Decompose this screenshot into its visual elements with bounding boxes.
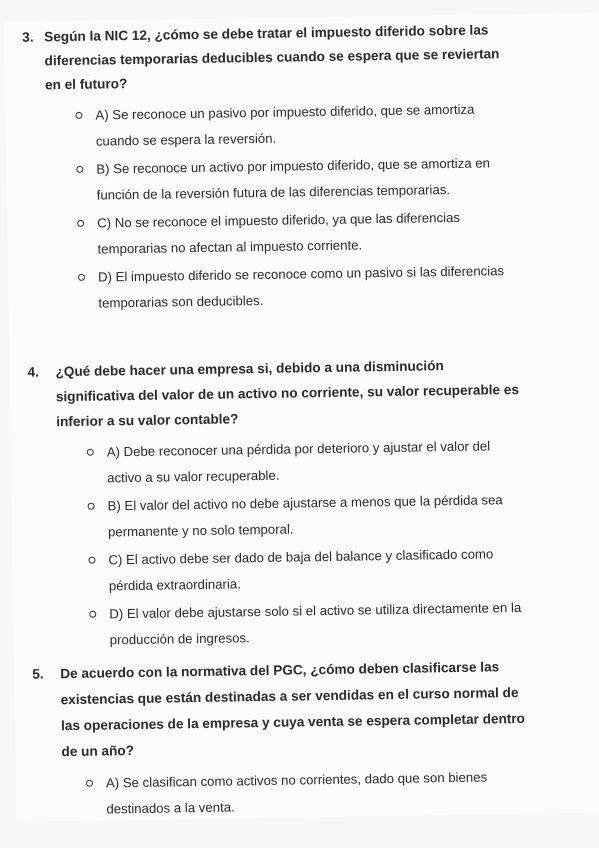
question-3-line-2: diferencias temporarias deducibles cuando se espera que se reviertan xyxy=(44,46,500,69)
radio-bullet-icon[interactable] xyxy=(78,274,85,281)
option-3d[interactable] xyxy=(26,257,592,318)
option-4a-line-1: A) Debe reconocer una pérdida por deterioro y ajustar el valor del xyxy=(106,438,491,460)
option-4d-line-2: producción de ingresos. xyxy=(109,630,250,648)
option-4d[interactable] xyxy=(31,594,597,655)
question-5-line-4: de un año? xyxy=(61,743,135,760)
question-4-line-1: 4. ¿Qué debe hacer una empresa si, debido a una disminución xyxy=(27,351,592,385)
radio-bullet-icon[interactable] xyxy=(88,557,95,564)
option-5a-line-1: A) Se clasifican como activos no corrientes, dado que son bienes xyxy=(105,769,488,791)
option-4c-line-1: C) El activo debe ser dado de baja del balance y clasificado como xyxy=(108,546,494,568)
option-4c[interactable] xyxy=(30,540,596,601)
option-4a[interactable] xyxy=(29,432,595,493)
question-3 xyxy=(22,17,592,320)
option-4a-line-2: activo a su valor recuperable. xyxy=(107,467,280,486)
question-5-line-3: las operaciones de la empresa y cuya venta se espera completar dentro xyxy=(60,710,526,734)
radio-bullet-icon[interactable] xyxy=(75,112,82,119)
question-5 xyxy=(32,653,599,826)
question-4-line-3: inferior a su valor contable? xyxy=(56,411,239,430)
option-4b[interactable] xyxy=(29,486,595,547)
question-3-number: 3. xyxy=(22,29,34,45)
option-3c-line-1: C) No se reconoce el impuesto diferido, ya que las diferencias xyxy=(97,209,461,231)
question-4-options xyxy=(29,432,597,655)
option-4b-line-2: permanente y no solo temporal. xyxy=(107,521,294,540)
question-3-options xyxy=(23,95,591,318)
option-3c-line-2: temporarias no afectan al impuesto corriente. xyxy=(97,237,363,257)
radio-bullet-icon[interactable] xyxy=(86,780,93,787)
question-3-line-1: 3. Según la NIC 12, ¿cómo se debe tratar el impuesto diferido sobre las xyxy=(22,17,587,50)
option-3b[interactable] xyxy=(24,149,590,210)
question-sheet xyxy=(4,13,599,822)
question-5-line-2: existencias que están destinadas a ser vendidas en el curso normal de xyxy=(60,685,519,708)
question-5-number: 5. xyxy=(32,666,44,682)
option-4c-line-2: pérdida extraordinaria. xyxy=(108,576,241,594)
question-4 xyxy=(27,351,597,657)
radio-bullet-icon[interactable] xyxy=(89,611,96,618)
option-3d-line-1: D) El impuesto diferido se reconoce como un pasivo si las diferencias xyxy=(97,263,505,285)
question-5-line-1: 5. De acuerdo con la normativa del PGC, ¿cómo deben clasificarse las xyxy=(32,653,597,688)
radio-bullet-icon[interactable] xyxy=(87,449,94,456)
option-4d-line-1: D) El valor debe ajustarse solo si el activo se utiliza directamente en la xyxy=(109,599,522,622)
option-3d-line-2: temporarias son deducibles. xyxy=(98,292,264,311)
radio-bullet-icon[interactable] xyxy=(88,503,95,510)
option-3b-line-1: B) Se reconoce un activo por impuesto diferido, que se amortiza en xyxy=(96,155,491,177)
option-3a-line-1: A) Se reconoce un pasivo por impuesto diferido, que se amortiza xyxy=(95,101,475,123)
option-4b-line-1: B) El valor del activo no debe ajustarse a menos que la pérdida sea xyxy=(107,492,503,514)
question-4-number: 4. xyxy=(27,364,39,380)
option-3c[interactable] xyxy=(25,203,591,264)
option-5a[interactable] xyxy=(34,763,599,824)
option-3a-line-2: cuando se espera la reversión. xyxy=(95,130,277,149)
option-3a[interactable] xyxy=(23,95,589,156)
question-3-line-3: en el futuro? xyxy=(44,76,128,93)
radio-bullet-icon[interactable] xyxy=(77,220,84,227)
option-3b-line-2: función de la reversión futura de las diferencias temporarias. xyxy=(96,182,451,203)
radio-bullet-icon[interactable] xyxy=(76,166,83,173)
question-4-line-2: significativa del valor de un activo no corriente, su valor recuperable es xyxy=(55,381,520,405)
option-5a-line-2: destinados a la venta. xyxy=(106,799,235,817)
question-5-options xyxy=(34,763,599,824)
